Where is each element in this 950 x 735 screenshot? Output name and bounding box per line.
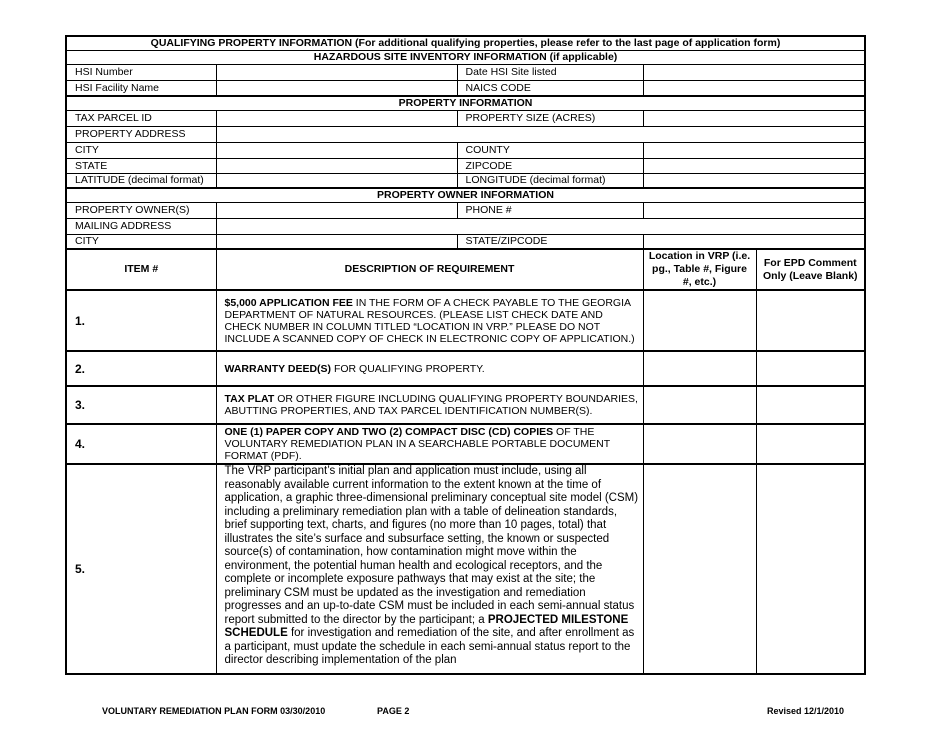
location-column-header: Location in VRP (i.e. pg., Table #, Figure #, etc.) <box>643 249 756 290</box>
mailing-address-label: MAILING ADDRESS <box>66 218 216 234</box>
location-field[interactable] <box>643 386 756 424</box>
date-hsi-listed-label: Date HSI Site listed <box>457 64 643 80</box>
epd-comment-field[interactable] <box>756 290 865 351</box>
item-number: 5. <box>66 464 216 674</box>
location-field[interactable] <box>643 464 756 674</box>
epd-column-header: For EPD Comment Only (Leave Blank) <box>756 249 865 290</box>
location-field[interactable] <box>643 351 756 386</box>
owner-city-field[interactable] <box>216 234 457 249</box>
naics-code-field[interactable] <box>643 80 865 96</box>
hsi-facility-name-field[interactable] <box>216 80 457 96</box>
owner-state-zip-field[interactable] <box>643 234 865 249</box>
property-address-field[interactable] <box>216 126 865 142</box>
zipcode-field[interactable] <box>643 158 865 173</box>
location-field[interactable] <box>643 424 756 464</box>
zipcode-label: ZIPCODE <box>457 158 643 173</box>
longitude-label: LONGITUDE (decimal format) <box>457 173 643 188</box>
item-text-continued: for investigation and remediation of the site, and after enrollment as a participant, must update the schedule in each semi-annual status report to the director describing implementation of the plan <box>224 627 635 666</box>
qualifying-property-title: QUALIFYING PROPERTY INFORMATION (For additional qualifying properties, please refer to the last page of application form) <box>66 36 865 50</box>
tax-parcel-field[interactable] <box>216 110 457 126</box>
item-bold-text: PROJECTED MILESTONE SCHEDULE <box>224 613 629 639</box>
hsi-facility-name-label: HSI Facility Name <box>66 80 216 96</box>
longitude-field[interactable] <box>643 173 865 188</box>
tax-parcel-label: TAX PARCEL ID <box>66 110 216 126</box>
item-text: The VRP participant’s initial plan and application must include, using all reasonably available current information to the extent known at the time of application, a graphic three-dimensional preliminary conceptual site model (CSM) including a preliminary remediation plan with a table of delineation standards, brief supporting text, charts, and figures (no more than 10 pages, total) that illustrates the site’s surface and subsurface setting, the known or suspected source(s) of contamination, how contamination might move within the environment, the potential human health and ecological receptors, and the complete or incomplete exposure pathways that may exist at the site; the preliminary CSM must be updated as the investigation and remediation progresses and an up-to-date CSM must be included in each semi-annual status report submitted to the director by the participant; a <box>224 465 639 626</box>
item-description <box>216 386 643 424</box>
owner-city-label: CITY <box>66 234 216 249</box>
property-owners-label: PROPERTY OWNER(S) <box>66 202 216 218</box>
state-field[interactable] <box>216 158 457 173</box>
item-description <box>216 464 643 674</box>
item-text: FOR QUALIFYING PROPERTY. <box>331 362 485 375</box>
epd-comment-field[interactable] <box>756 464 865 674</box>
item-number: 3. <box>66 386 216 424</box>
location-field[interactable] <box>643 290 756 351</box>
phone-label: PHONE # <box>457 202 643 218</box>
phone-field[interactable] <box>643 202 865 218</box>
item-column-header: ITEM # <box>66 249 216 290</box>
epd-comment-field[interactable] <box>756 424 865 464</box>
item-description <box>216 290 643 351</box>
county-field[interactable] <box>643 142 865 158</box>
footer-page-number: PAGE 2 <box>377 706 410 716</box>
date-hsi-listed-field[interactable] <box>643 64 865 80</box>
item-bold-text: WARRANTY DEED(S) <box>224 362 332 375</box>
property-address-label: PROPERTY ADDRESS <box>66 126 216 142</box>
item-text: IN THE FORM OF A CHECK PAYABLE TO THE GEORGIA DEPARTMENT OF NATURAL RESOURCES. (PLEASE LIST CHECK DATE AND CHECK NUMBER IN COLUMN TITLED “LOCATION IN VRP.” PLEASE DO NOT INCLUDE A SCANNED COPY OF CHECK IN ELECTRONIC COPY OF APPLICATION.) <box>224 296 635 345</box>
item-bold-text: ONE (1) PAPER COPY AND TWO (2) COMPACT DISC (CD) COPIES <box>224 426 554 438</box>
item-number: 4. <box>66 424 216 464</box>
application-form-table <box>65 35 866 675</box>
property-size-field[interactable] <box>643 110 865 126</box>
item-description <box>216 351 643 386</box>
latitude-field[interactable] <box>216 173 457 188</box>
hsi-number-field[interactable] <box>216 64 457 80</box>
item-description <box>216 424 643 464</box>
county-label: COUNTY <box>457 142 643 158</box>
footer-form-name: VOLUNTARY REMEDIATION PLAN FORM 03/30/2010 <box>102 706 326 716</box>
epd-comment-field[interactable] <box>756 386 865 424</box>
description-column-header: DESCRIPTION OF REQUIREMENT <box>216 249 643 290</box>
item-number: 1. <box>66 290 216 351</box>
city-field[interactable] <box>216 142 457 158</box>
item-number: 2. <box>66 351 216 386</box>
naics-code-label: NAICS CODE <box>457 80 643 96</box>
property-info-title: PROPERTY INFORMATION <box>66 96 865 110</box>
item-text: OR OTHER FIGURE INCLUDING QUALIFYING PROPERTY BOUNDARIES, ABUTTING PROPERTIES, AND TAX PARCEL IDENTIFICATION NUMBER(S). <box>224 393 638 417</box>
property-size-label: PROPERTY SIZE (ACRES) <box>457 110 643 126</box>
item-bold-text: TAX PLAT <box>224 393 275 405</box>
mailing-address-field[interactable] <box>216 218 865 234</box>
city-label: CITY <box>66 142 216 158</box>
hsi-number-label: HSI Number <box>66 64 216 80</box>
owner-info-title: PROPERTY OWNER INFORMATION <box>66 188 865 202</box>
footer-revised-date: Revised 12/1/2010 <box>767 706 845 716</box>
state-label: STATE <box>66 158 216 173</box>
hsi-title: HAZARDOUS SITE INVENTORY INFORMATION (if applicable) <box>66 50 865 64</box>
item-text: OF THE VOLUNTARY REMEDIATION PLAN IN A SEARCHABLE PORTABLE DOCUMENT FORMAT (PDF). <box>224 426 610 462</box>
property-owners-field[interactable] <box>216 202 457 218</box>
owner-state-zip-label: STATE/ZIPCODE <box>457 234 643 249</box>
latitude-label: LATITUDE (decimal format) <box>66 173 216 188</box>
item-bold-text: $5,000 APPLICATION FEE <box>224 296 353 309</box>
epd-comment-field[interactable] <box>756 351 865 386</box>
